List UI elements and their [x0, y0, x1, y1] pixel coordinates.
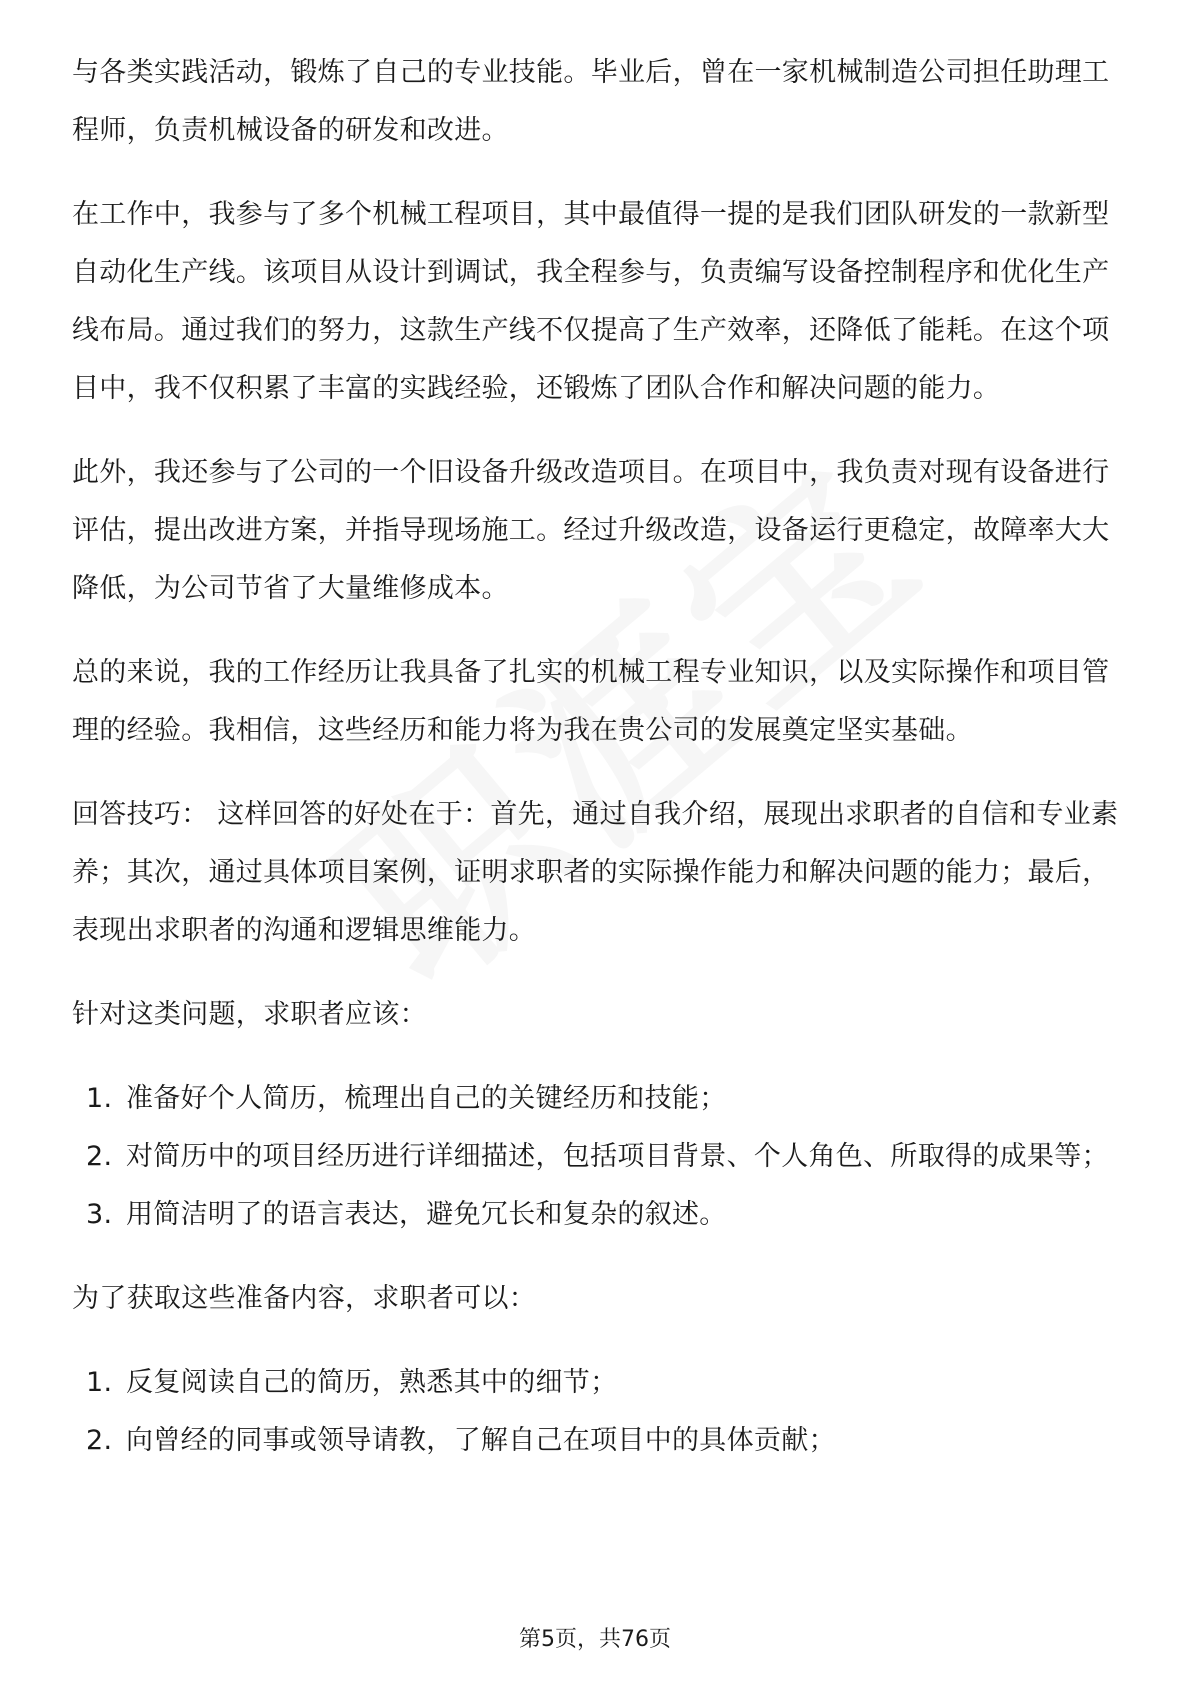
list-item-text: 准备好个人简历，梳理出自己的关键经历和技能； [126, 1083, 727, 1114]
paragraph-1: 与各类实践活动，锻炼了自己的专业技能。毕业后，曾在一家机械制造公司担任助理工程师，负责机械设备的研发和改进。 [72, 57, 1110, 146]
acquisition-list [72, 1354, 1124, 1470]
paragraph-4: 总的来说，我的工作经历让我具备了扎实的机械工程专业知识，以及实际操作和项目管理的经验。我相信，这些经历和能力将为我在贵公司的发展奠定坚实基础。 [72, 657, 1110, 746]
paragraph-2: 在工作中，我参与了多个机械工程项目，其中最值得一提的是我们团队研发的一款新型自动化生产线。该项目从设计到调试，我全程参与，负责编写设备控制程序和优化生产线布局。通过我们的努力，这款生产线不仅提高了生产效率，还降低了能耗。在这个项目中，我不仅积累了丰富的实践经验，还锻炼了团队合作和解决问题的能力。 [72, 199, 1110, 404]
list-item-text: 反复阅读自己的简历，熟悉其中的细节； [126, 1367, 618, 1398]
list-item [72, 1412, 1124, 1470]
paragraph-list2-intro: 为了获取这些准备内容，求职者可以： [72, 1283, 537, 1314]
document-body [72, 44, 1124, 1496]
list-number: 2. [86, 1425, 113, 1456]
preparation-list [72, 1070, 1124, 1244]
list-item-text: 用简洁明了的语言表达，避免冗长和复杂的叙述。 [126, 1199, 727, 1230]
paragraph-3: 此外，我还参与了公司的一个旧设备升级改造项目。在项目中，我负责对现有设备进行评估，提出改进方案，并指导现场施工。经过升级改造，设备运行更稳定，故障率大大降低，为公司节省了大量维修成本。 [72, 457, 1110, 604]
list-number: 2. [86, 1141, 113, 1172]
list-item [72, 1186, 1124, 1244]
list-item-text: 向曾经的同事或领导请教，了解自己在项目中的具体贡献； [126, 1425, 836, 1456]
list-number: 3. [86, 1199, 113, 1230]
list-item [72, 1354, 1124, 1412]
list-item [72, 1128, 1124, 1186]
list-item [72, 1070, 1124, 1128]
list-item-text: 对简历中的项目经历进行详细描述，包括项目背景、个人角色、所取得的成果等； [126, 1141, 1109, 1172]
paragraph-list-intro: 针对这类问题，求职者应该： [72, 999, 427, 1030]
list-number: 1. [86, 1367, 113, 1398]
list-number: 1. [86, 1083, 113, 1114]
paragraph-answer-tips: 回答技巧： 这样回答的好处在于：首先，通过自我介绍，展现出求职者的自信和专业素养；其次，通过具体项目案例，证明求职者的实际操作能力和解决问题的能力；最后，表现出求职者的沟通和逻辑思维能力。 [72, 799, 1119, 946]
page-footer: 第5页，共76页 [519, 1627, 671, 1652]
